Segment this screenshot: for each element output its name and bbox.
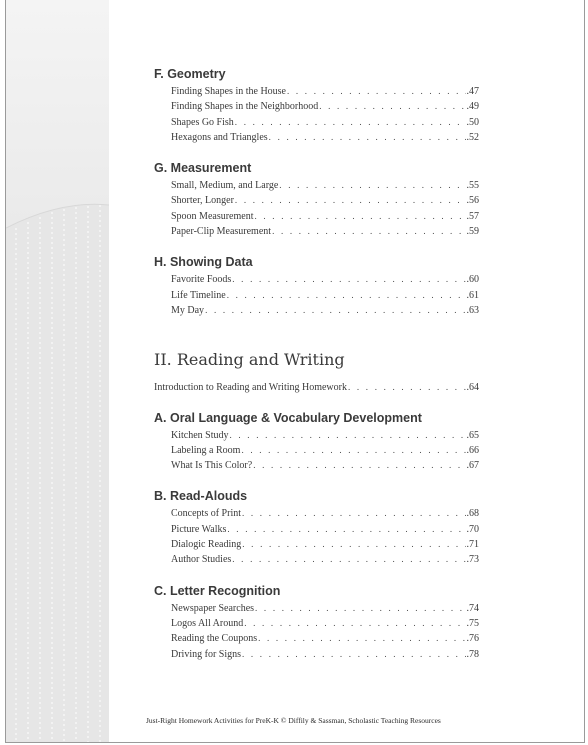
- toc-section: [154, 66, 479, 145]
- dot-leader: [287, 84, 466, 99]
- toc-entry-title: Finding Shapes in the House: [171, 86, 286, 97]
- toc-entry[interactable]: [154, 616, 479, 631]
- toc-entry-page: .59: [466, 226, 479, 238]
- dot-leader: [227, 522, 465, 537]
- toc-entry[interactable]: [154, 552, 479, 567]
- dot-leader: [227, 288, 466, 303]
- toc-entry-title: What Is This Color?: [171, 460, 253, 472]
- toc-entry-title: Kitchen Study: [171, 429, 229, 441]
- toc-section: [154, 254, 479, 318]
- toc-entry[interactable]: [154, 522, 479, 537]
- toc-entry-title: Small, Medium, and Large: [171, 180, 279, 192]
- dot-leader: [258, 631, 465, 646]
- toc-entry-page: .49: [466, 101, 479, 113]
- toc-entry[interactable]: [154, 303, 479, 318]
- toc-entry-page: .57: [466, 210, 479, 222]
- dot-leader: [205, 303, 465, 318]
- toc-entry-title: Hexagons and Triangles: [171, 131, 268, 143]
- toc-entry[interactable]: [154, 115, 479, 130]
- toc-entry-title: Picture Walks: [171, 523, 227, 535]
- toc-entry-title: Concepts of Print: [171, 508, 241, 520]
- toc-entry-title: Logos All Around: [171, 617, 244, 629]
- section-heading: H. Showing Data: [154, 255, 253, 270]
- toc-entry[interactable]: [154, 224, 479, 239]
- dot-leader: [319, 99, 465, 114]
- toc-entry[interactable]: [154, 601, 479, 616]
- toc-entry[interactable]: [154, 209, 479, 224]
- toc-entry-page: .55: [466, 180, 479, 192]
- toc-section: [154, 583, 479, 662]
- toc-entry-title: Shapes Go Fish: [171, 116, 234, 128]
- toc-entry-page: .74: [466, 602, 479, 614]
- toc-section: [154, 160, 479, 239]
- toc-entry[interactable]: [154, 537, 479, 552]
- toc-entry-page: .56: [466, 195, 479, 207]
- sidebar-decoration: [6, 0, 109, 742]
- toc-entry-page: .50: [466, 116, 479, 128]
- table-of-contents: [154, 66, 479, 677]
- toc-entry-page: .78: [466, 648, 479, 660]
- toc-entry-page: .65: [466, 429, 479, 441]
- toc-entry[interactable]: [154, 647, 479, 662]
- toc-entry-page: .60: [466, 274, 479, 286]
- toc-entry[interactable]: [154, 458, 479, 473]
- toc-entry-intro[interactable]: [154, 380, 479, 395]
- dot-leader: [255, 601, 465, 616]
- dot-leader: [269, 130, 466, 145]
- toc-entry-page: .63: [466, 304, 479, 316]
- dot-leader: [348, 380, 466, 395]
- toc-entry-title: Life Timeline: [171, 289, 226, 301]
- toc-entry[interactable]: [154, 506, 479, 521]
- toc-entry-title: Labeling a Room: [171, 444, 241, 456]
- toc-entry-title: Newspaper Searches: [171, 602, 255, 614]
- toc-entry[interactable]: [154, 130, 479, 145]
- toc-entry-title: Author Studies: [171, 554, 232, 566]
- dot-leader: [244, 616, 465, 631]
- section-heading: G. Measurement: [154, 161, 252, 176]
- dot-leader: [232, 272, 465, 287]
- dot-leader: [272, 224, 465, 239]
- toc-entry-page: .71: [466, 539, 479, 551]
- part-heading: II. Reading and Writing: [154, 350, 345, 370]
- section-heading: B. Read-Alouds: [154, 489, 248, 504]
- toc-sections-before: [154, 66, 479, 318]
- toc-entry-title: Shorter, Longer: [171, 195, 234, 207]
- toc-entry-page: .61: [466, 289, 479, 301]
- toc-entry-page: .66: [466, 444, 479, 456]
- toc-entry-page: .64: [466, 382, 479, 394]
- toc-entry[interactable]: [154, 193, 479, 208]
- dot-leader: [235, 193, 466, 208]
- section-heading: C. Letter Recognition: [154, 583, 281, 598]
- toc-entry-title: Introduction to Reading and Writing Homework: [154, 382, 347, 394]
- toc-entry-page: .68: [466, 508, 479, 520]
- dot-leader: [235, 115, 466, 130]
- toc-entry[interactable]: [154, 443, 479, 458]
- toc-entry[interactable]: [154, 631, 479, 646]
- toc-entry-page: .67: [466, 460, 479, 472]
- section-heading: A. Oral Language & Vocabulary Development: [154, 410, 422, 425]
- toc-entry[interactable]: [154, 428, 479, 443]
- toc-entry[interactable]: [154, 84, 479, 99]
- toc-entry-page: .75: [466, 617, 479, 629]
- page-footer: Just-Right Homework Activities for PreK-K © Diffily & Sassman, Scholastic Teaching Resources: [146, 716, 441, 725]
- dot-leader: [255, 209, 466, 224]
- dot-leader: [242, 647, 466, 662]
- toc-section: [154, 410, 479, 474]
- toc-entry-page: .47: [466, 86, 479, 97]
- dot-leader: [253, 458, 465, 473]
- toc-entry[interactable]: [154, 272, 479, 287]
- dot-leader: [241, 443, 465, 458]
- toc-entry[interactable]: [154, 288, 479, 303]
- toc-entry-title: Dialogic Reading: [171, 539, 242, 551]
- toc-entry-title: Paper-Clip Measurement: [171, 226, 272, 238]
- toc-entry-page: .76: [466, 633, 479, 645]
- section-heading: F. Geometry: [154, 67, 226, 81]
- dot-leader: [279, 178, 465, 193]
- dot-leader: [232, 552, 465, 567]
- toc-entry-page: .70: [466, 523, 479, 535]
- dot-leader: [242, 537, 465, 552]
- toc-entry-title: Driving for Signs: [171, 648, 241, 660]
- toc-entry[interactable]: [154, 178, 479, 193]
- toc-entry-title: Finding Shapes in the Neighborhood: [171, 101, 319, 113]
- toc-entry-page: .52: [466, 131, 479, 143]
- decorative-sidebar: [6, 0, 109, 742]
- toc-section: [154, 488, 479, 567]
- toc-entry-title: Favorite Foods: [171, 274, 232, 286]
- toc-entry[interactable]: [154, 99, 479, 114]
- toc-sections-after: [154, 410, 479, 662]
- toc-entry-title: My Day: [171, 304, 205, 316]
- toc-entry-title: Reading the Coupons: [171, 633, 258, 645]
- dot-leader: [230, 428, 466, 443]
- toc-entry-title: Spoon Measurement: [171, 210, 254, 222]
- toc-entry-page: .73: [466, 554, 479, 566]
- dot-leader: [242, 506, 466, 521]
